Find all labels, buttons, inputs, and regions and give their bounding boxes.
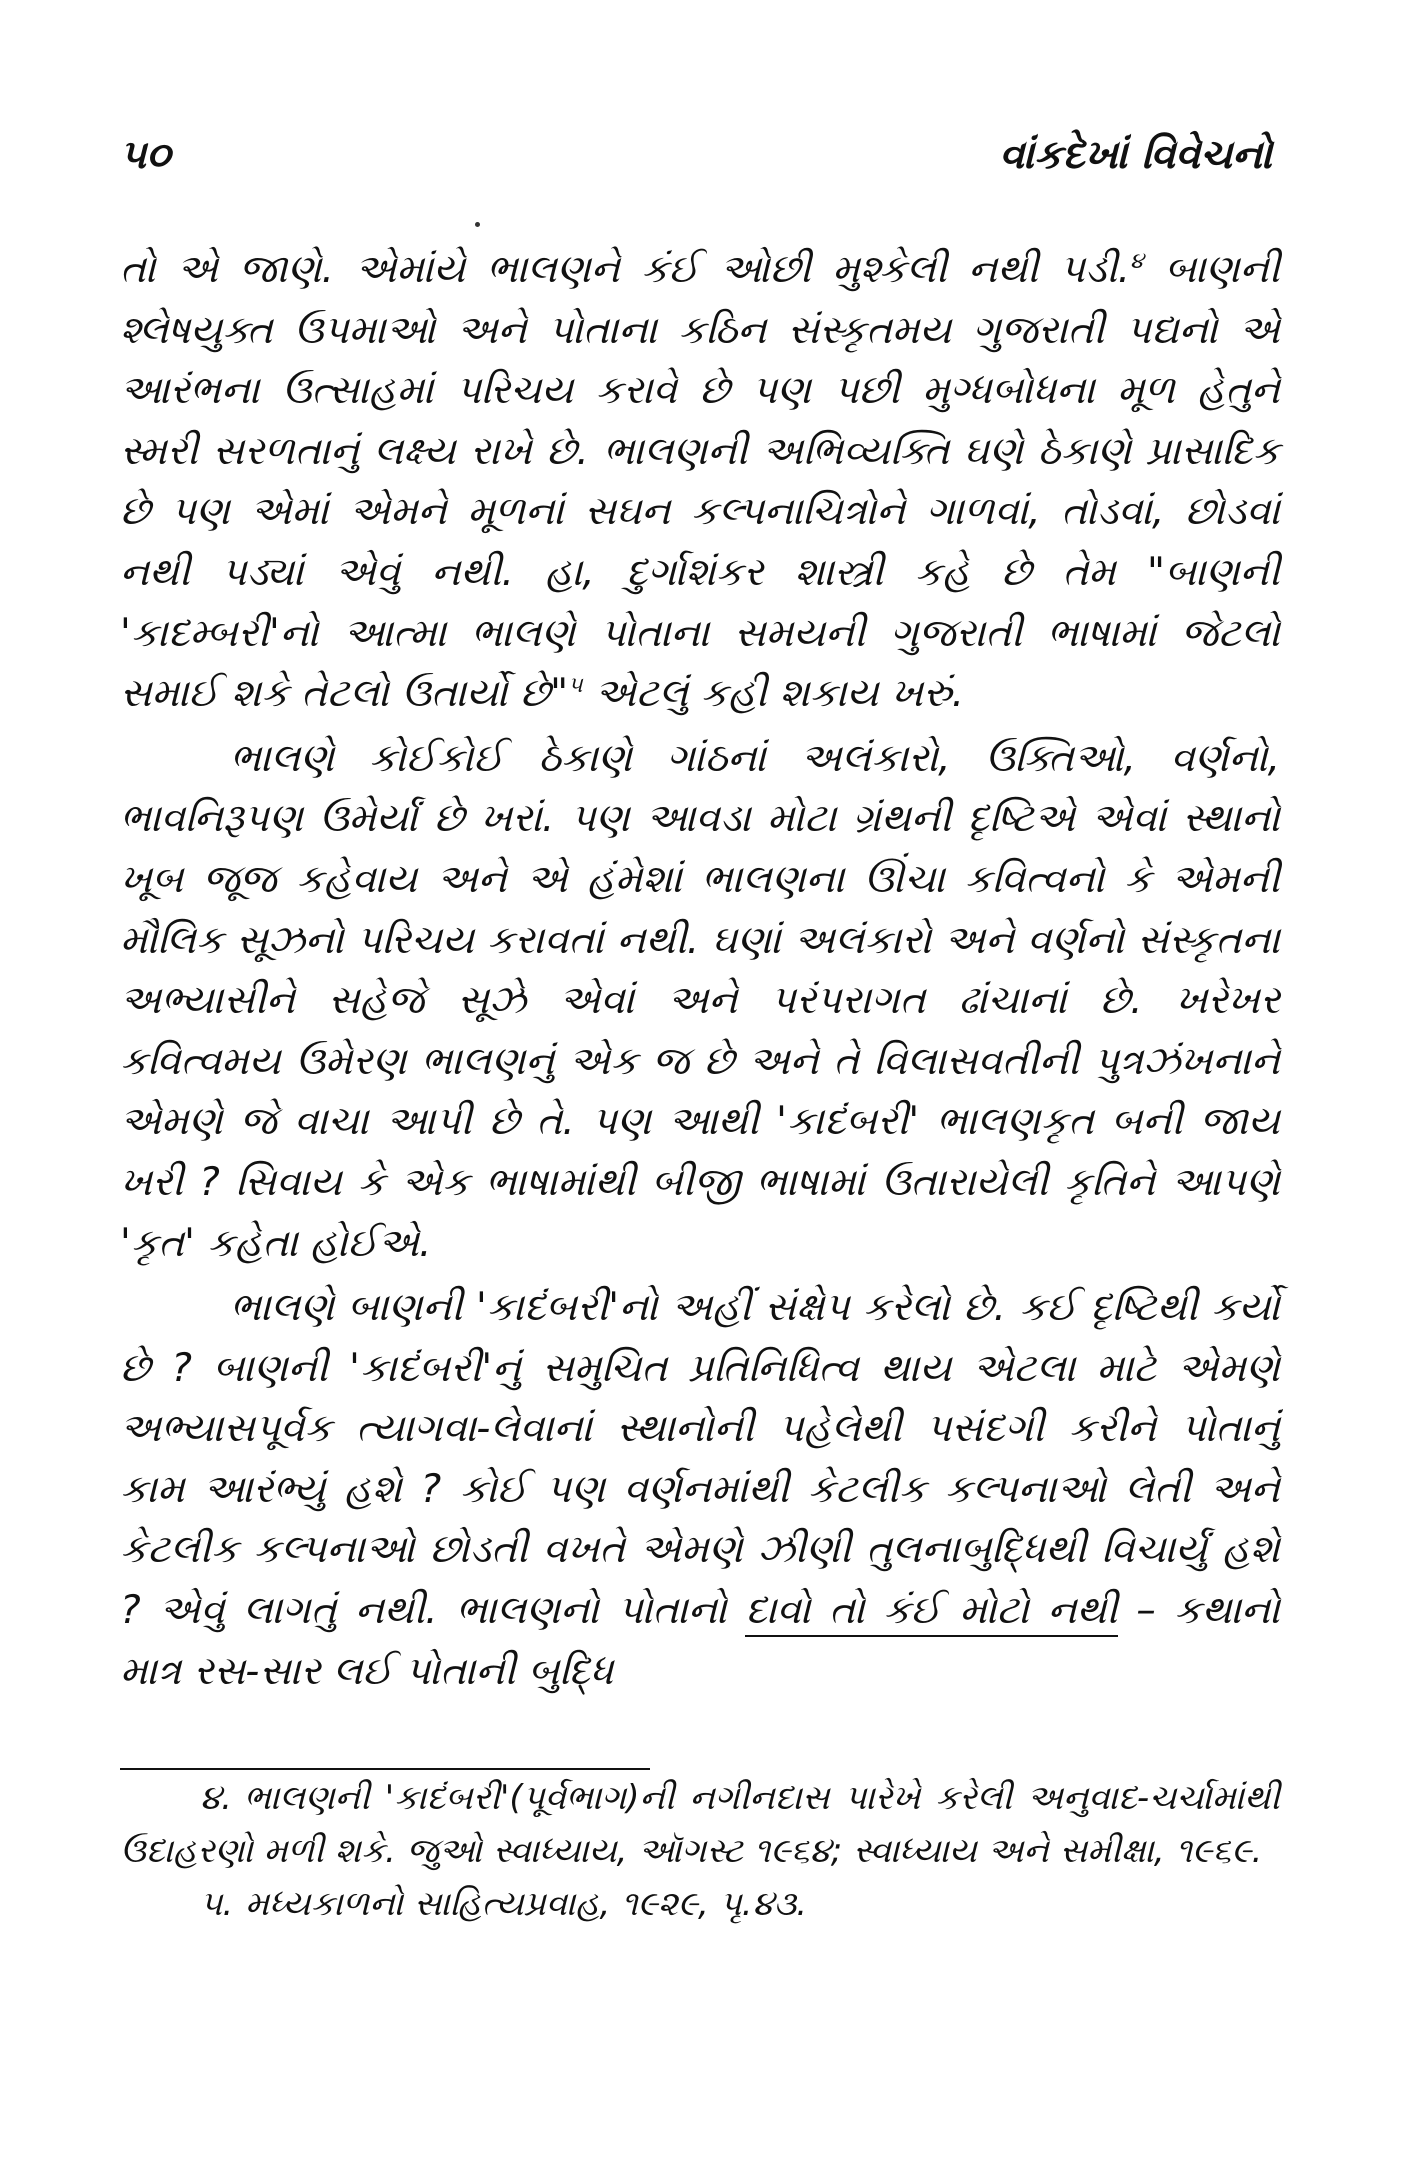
running-head: વાંકદેખાં વિવેચનો xyxy=(999,132,1272,178)
paragraph-1-text-c: એટલું કહી શકાય ખરું. xyxy=(582,671,965,717)
footnote-divider xyxy=(120,1768,650,1770)
body-text xyxy=(120,240,1280,1702)
footnote-4-number: ૪. xyxy=(200,1778,232,1818)
paragraph-3-text-b: – કથાનો માત્ર રસ-સાર લઈ પોતાની બુદ્ધિ xyxy=(120,1588,1280,1694)
footnote-ref-4: ૪ xyxy=(1129,249,1144,274)
footnotes xyxy=(120,1772,1280,1931)
paragraph-3-underlined-phrase: દાવો તો કંઈ મોટો નથી xyxy=(745,1588,1117,1637)
paragraph-3 xyxy=(120,1278,1280,1702)
footnote-4 xyxy=(120,1772,1280,1878)
footnote-5-number: ૫. xyxy=(200,1884,234,1924)
paragraph-3-text-a: ભાલણે બાણની 'કાદંબરી'નો અહીં સંક્ષેપ કરેલો છે. કઈ દૃષ્ટિથી કર્યો છે ? બાણની 'કાદંબરી'નું સમુચિત પ્રતિનિધિત્વ થાય એટલા માટે એમણે અભ્યાસપૂર્વક ત્યાગવા-લેવાનાં સ્થાનોની પહેલેથી પસંદગી કરીને પોતાનું કામ આરંભ્યું હશે ? કોઈ પણ વર્ણનમાંથી કેટલીક કલ્પનાઓ લેતી અને કેટલીક કલ્પનાઓ છોડતી વખતે એમણે ઝીણી તુલનાબુદ્ધિથી વિચાર્યું હશે ? એવું લાગતું નથી. ભાલણનો પોતાનો xyxy=(120,1285,1280,1634)
paragraph-2: ભાલણે કોઈકોઈ ઠેકાણે ગાંઠનાં અલંકારો, ઉક્તિઓ, વર્ણનો, ભાવનિરૂપણ ઉમેર્યાં છે ખરાં. પણ આવડા મોટા ગ્રંથની દૃષ્ટિએ એવાં સ્થાનો ખૂબ જૂજ કહેવાય અને એ હંમેશાં ભાલણના ઊંચા કવિત્વનો કે એમની મૌલિક સૂઝનો પરિચય કરાવતાં નથી. ઘણાં અલંકારો અને વર્ણનો સંસ્કૃતના અભ્યાસીને સહેજે સૂઝે એવાં અને પરંપરાગત ઢાંચાનાં છે. ખરેખર કવિત્વમય ઉમેરણ ભાલણનું એક જ છે અને તે વિલાસવતીની પુત્રઝંખનાને એમણે જે વાચા આપી છે તે. પણ આથી 'કાદંબરી' ભાલણકૃત બની જાય ખરી ? સિવાય કે એક ભાષામાંથી બીજી ભાષામાં ઉતારાયેલી કૃતિને આપણે 'કૃત' કહેતા હોઈએ. xyxy=(120,735,1280,1266)
footnote-ref-5: ૫ xyxy=(568,673,583,699)
print-speck xyxy=(475,222,480,227)
page-number: ૫૦ xyxy=(120,132,171,178)
footnote-5 xyxy=(120,1878,1280,1931)
paragraph-1-text-b: બાણની શ્લેષયુક્ત ઉપમાઓ અને પોતાના કઠિન સંસ્કૃતમય ગુજરાતી પદ્યનો એ આરંભના ઉત્સાહમાં પરિચય કરાવે છે પણ પછી મુગ્ધબોધના મૂળ હેતુને સ્મરી સરળતાનું લક્ષ્ય રાખે છે. ભાલણની અભિવ્યક્તિ ઘણે ઠેકાણે પ્રાસાદિક છે પણ એમાં એમને મૂળનાં સઘન કલ્પનાચિત્રોને ગાળવાં, તોડવાં, છોડવાં નથી પડ્યાં એવું નથી. હા, દુર્ગાશંકર શાસ્ત્રી કહે છે તેમ "બાણની 'કાદમ્બરી'નો આત્મા ભાલણે પોતાના સમયની ગુજરાતી ભાષામાં જેટલો સમાઈ શકે તેટલો ઉતાર્યો છે" xyxy=(120,247,1280,717)
paragraph-1 xyxy=(120,240,1280,725)
paragraph-1-text-a: તો એ જાણે. એમાંયે ભાલણને કંઈ ઓછી મુશ્કેલી નથી પડી. xyxy=(120,247,1130,292)
footnote-4-text: ભાલણની 'કાદંબરી'(પૂર્વભાગ)ની નગીનદાસ પારેખે કરેલી અનુવાદ-ચર્ચામાંથી ઉદાહરણો મળી શકે. જુઓ સ્વાધ્યાય, ઑગસ્ટ ૧૯૬૪; સ્વાધ્યાય અને સમીક્ષા, ૧૯૬૯. xyxy=(120,1778,1280,1871)
footnote-5-text: મધ્યકાળનો સાહિત્યપ્રવાહ, ૧૯૨૯, પૃ.૪૩. xyxy=(245,1884,808,1924)
